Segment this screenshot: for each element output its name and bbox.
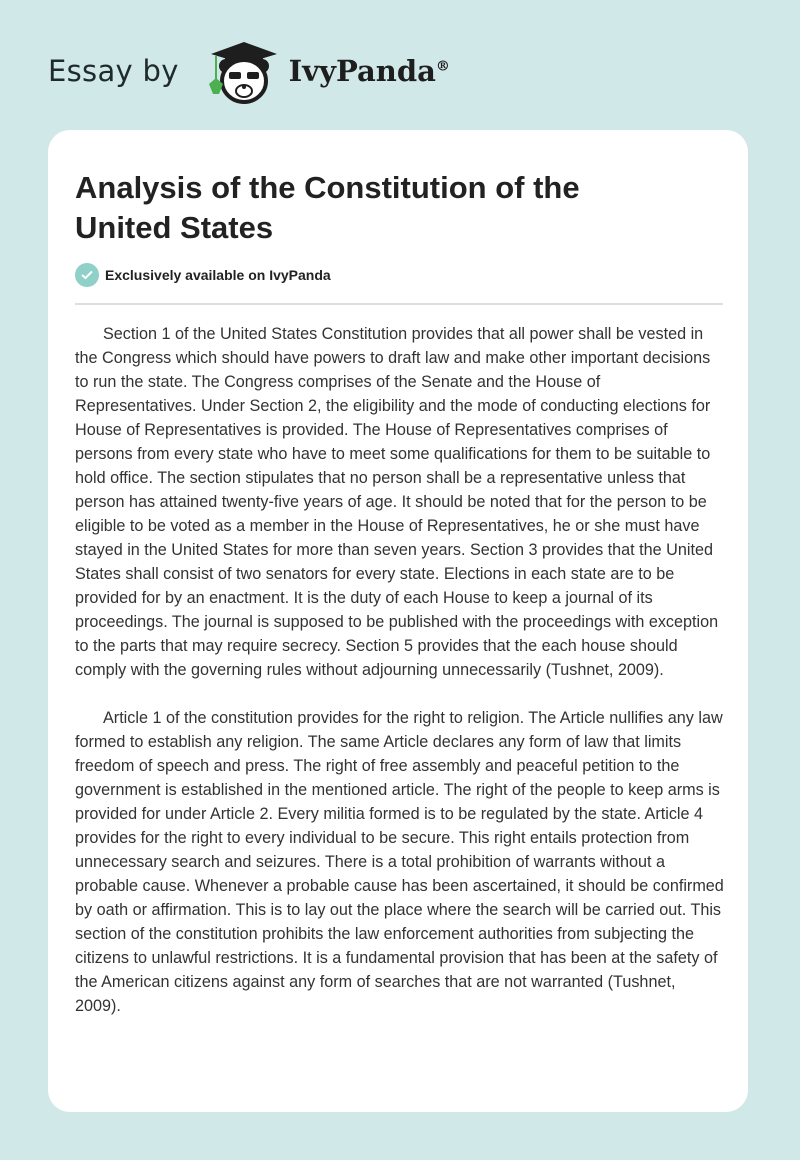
- essay-card: [48, 130, 748, 1112]
- exclusive-badge: [75, 263, 331, 287]
- brand-text: IvyPanda: [288, 54, 436, 88]
- ivypanda-logo-icon[interactable]: [199, 36, 285, 106]
- essay-by-label: Essay by: [48, 54, 179, 88]
- divider: [75, 303, 723, 305]
- check-icon: [75, 263, 99, 287]
- brand-name: [289, 54, 450, 88]
- registered-mark: ®: [435, 58, 450, 75]
- site-header: [48, 36, 450, 106]
- paragraph: Section 1 of the United States Constitution provides that all power shall be vested in the Congress which should have powers to draft law and make other important decisions to run the state. The Congress comprises of the Senate and the House of Representatives. Under Section 2, the eligibility and the mode of conducting elections for House of Representatives is provided. The House of Representatives comprises of persons from every state who have to meet some qualifications for them to be suitable to hold office. The section stipulates that no person shall be a representative unless that person has attained twenty-five years of age. It should be noted that for the person to be eligible to be voted as a member in the House of Representatives, he or she must have stayed in the United States for more than seven years. Section 3 provides that the United States shall consist of two senators for every state. Elections in each state are to be provided for by an enactment. It is the duty of each House to keep a journal of its proceedings. The journal is supposed to be published with the proceedings with exception to the parts that may require secrecy. Section 5 provides that the each house should comply with the governing rules without adjourning unnecessarily (Tushnet, 2009).: [75, 325, 719, 679]
- essay-body: [75, 322, 725, 1042]
- badge-text: Exclusively available on IvyPanda: [105, 267, 331, 283]
- paragraph: Article 1 of the constitution provides for the right to religion. The Article nullifies any law formed to establish any religion. The same Article declares any form of law that limits freedom of speech and press. The right of free assembly and peaceful petition to the government is established in the mentioned article. The right of the people to keep arms is provided for under Article 2. Every militia formed is to be regulated by the state. Article 4 provides for the right to every individual to be secure. This right entails protection from unnecessary search and seizures. There is a total prohibition of warrants without a probable cause. Whenever a probable cause has been ascertained, it should be confirmed by oath or affirmation. This is to lay out the place where the search will be carried out. This section of the constitution prohibits the law enforcement authorities from subjecting the citizens to unlawful restrictions. It is a fundamental provision that has been at the safety of the American citizens against any form of searches that are not warranted (Tushnet, 2009).: [75, 709, 724, 1015]
- page-title: Analysis of the Constitution of the United States: [75, 170, 580, 245]
